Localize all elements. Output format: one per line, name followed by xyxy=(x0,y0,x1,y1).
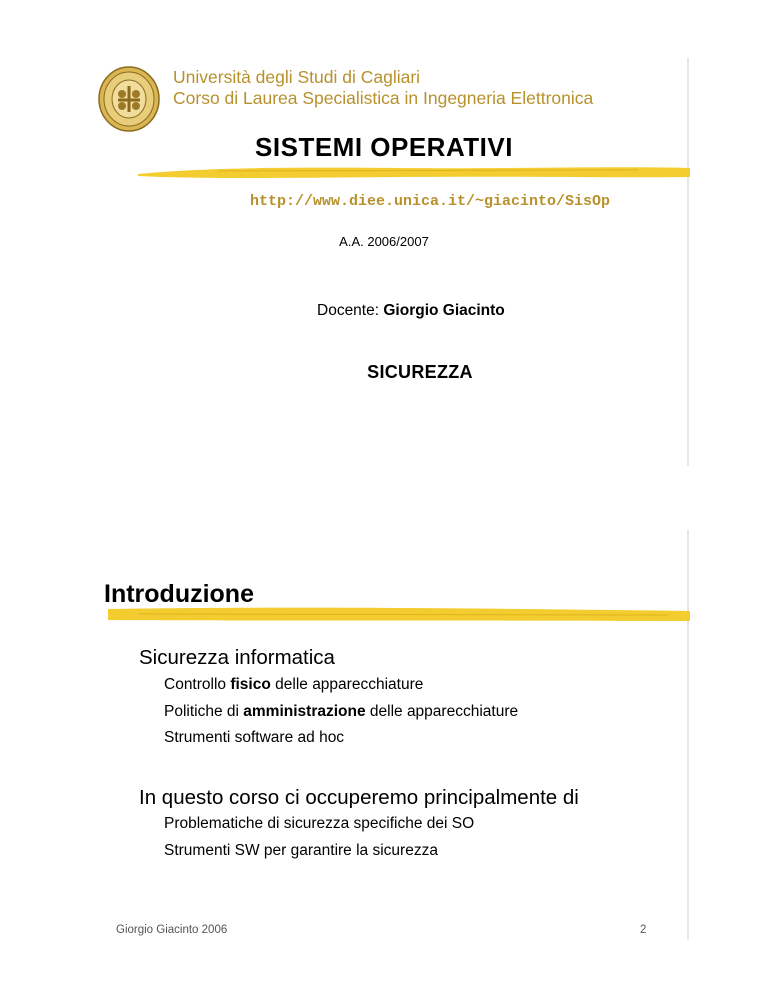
docente-label: Docente: xyxy=(317,302,380,319)
bullet-corso: In questo corso ci occuperemo principalmente di xyxy=(139,786,579,809)
sub-bullet: Strumenti software ad hoc xyxy=(164,729,345,746)
footer-author: Giorgio Giacinto 2006 xyxy=(116,924,228,936)
course-name: Corso di Laurea Specialistica in Ingegneria Elettronica xyxy=(173,88,594,108)
course-url: http://www.diee.unica.it/~giacinto/SisOp xyxy=(249,193,611,210)
sub-text: delle apparecchiature xyxy=(365,703,519,720)
sub-text: Controllo xyxy=(164,676,231,693)
docente-line xyxy=(317,302,505,320)
sub-text-bold: amministrazione xyxy=(243,703,366,720)
university-name: Università degli Studi di Cagliari xyxy=(173,67,421,87)
slide2-title: Introduzione xyxy=(104,580,254,608)
sub-bullet: Problematiche di sicurezza specifiche dei SO xyxy=(164,815,475,832)
brush-underline xyxy=(138,163,690,181)
lecture-topic: SICUREZZA xyxy=(367,362,473,382)
docente-name: Giorgio Giacinto xyxy=(383,302,505,319)
academic-year: A.A. 2006/2007 xyxy=(339,234,429,249)
sub-text-bold: fisico xyxy=(230,676,271,693)
slide1-title: SISTEMI OPERATIVI xyxy=(255,132,513,162)
slide1-edge xyxy=(687,58,689,466)
page-number: 2 xyxy=(640,924,647,936)
sub-bullet xyxy=(164,703,518,721)
sub-text: delle apparecchiature xyxy=(270,676,424,693)
sub-text: Politiche di xyxy=(164,703,244,720)
slide2-edge xyxy=(687,530,689,940)
sub-bullet: Strumenti SW per garantire la sicurezza xyxy=(164,842,438,859)
sub-bullet xyxy=(164,676,423,694)
bullet-sicurezza-informatica: Sicurezza informatica xyxy=(139,646,335,669)
university-seal-icon xyxy=(98,66,160,132)
university-header xyxy=(173,67,593,109)
brush-underline xyxy=(108,605,690,625)
